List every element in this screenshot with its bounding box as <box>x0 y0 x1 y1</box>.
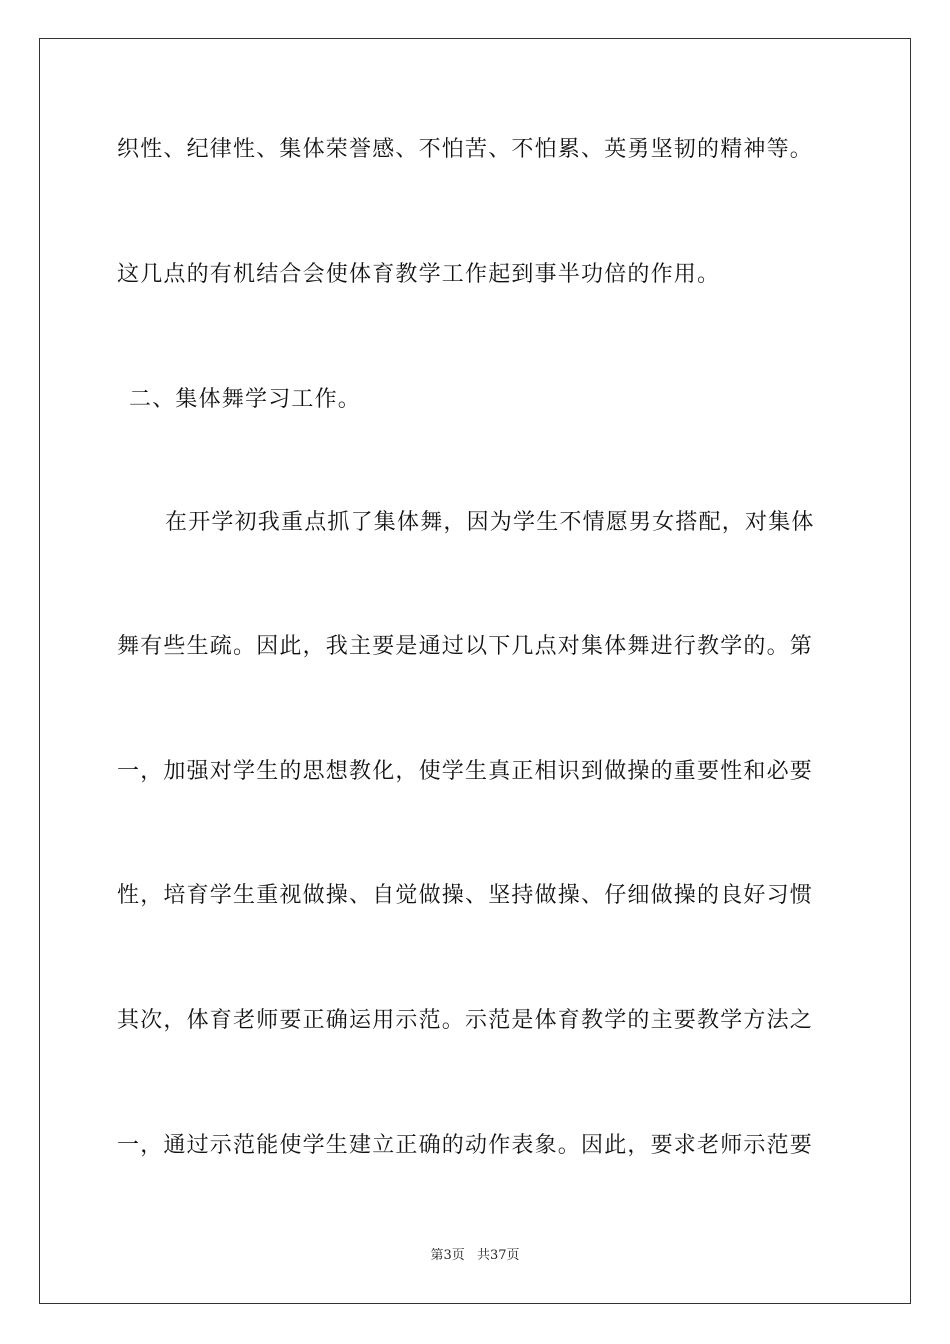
body-text-line: 一，通过示范能使学生建立正确的动作表象。因此，要求老师示范要 <box>117 1133 814 1158</box>
body-text-line: 在开学初我重点抓了集体舞，因为学生不情愿男女搭配，对集体 <box>165 510 815 535</box>
page-border <box>39 38 911 1304</box>
body-text-line: 性，培育学生重视做操、自觉做操、坚持做操、仔细做操的良好习惯 <box>117 883 814 908</box>
body-text-line: 一，加强对学生的思想教化，使学生真正相识到做操的重要性和必要 <box>117 759 814 784</box>
body-text-line: 舞有些生疏。因此，我主要是通过以下几点对集体舞进行教学的。第 <box>117 634 814 659</box>
section-heading: 二、集体舞学习工作。 <box>129 387 362 412</box>
page-footer <box>0 1247 950 1265</box>
total-pages: 共37页 <box>476 1248 520 1263</box>
body-text-line: 其次，体育老师要正确运用示范。示范是体育教学的主要教学方法之 <box>117 1008 814 1033</box>
body-text-line: 织性、纪律性、集体荣誉感、不怕苦、不怕累、英勇坚韧的精神等。 <box>117 137 814 162</box>
page-number: 第3页 <box>430 1248 465 1263</box>
body-text-line: 这几点的有机结合会使体育教学工作起到事半功倍的作用。 <box>117 262 721 287</box>
